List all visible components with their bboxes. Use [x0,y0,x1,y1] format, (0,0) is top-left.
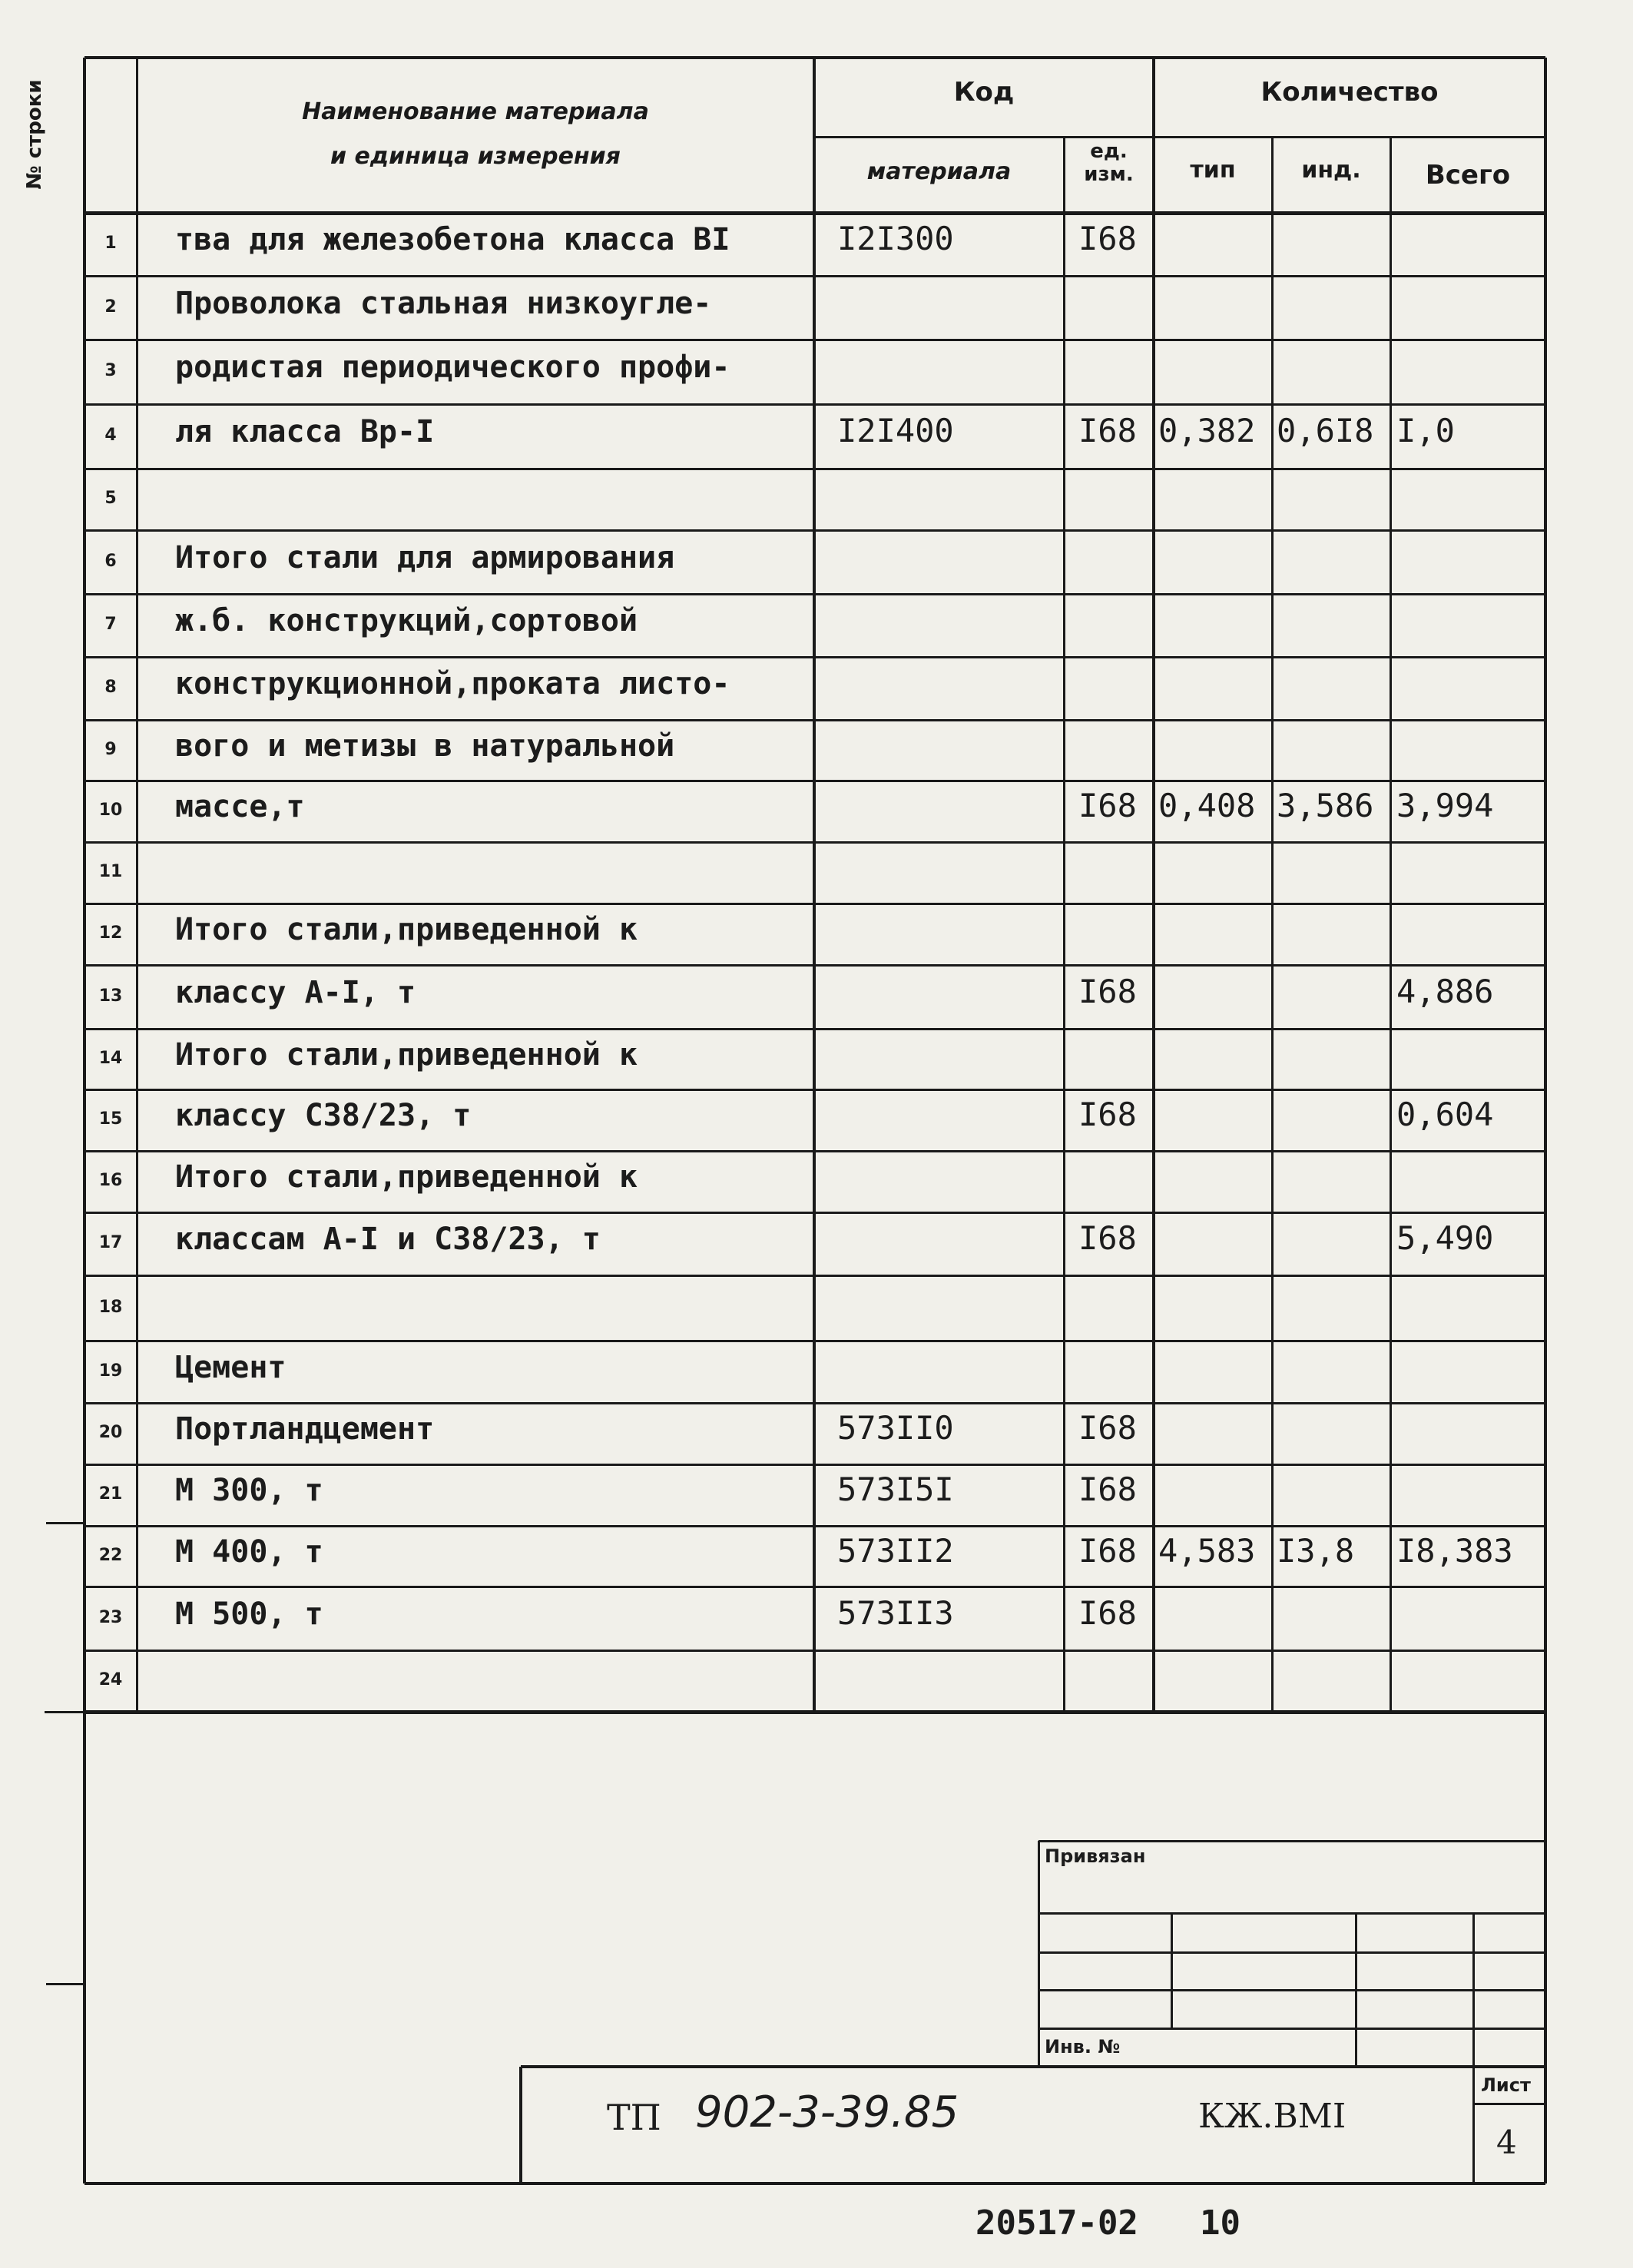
material-name: классу А-I, т [175,974,416,1010]
column-border [1063,137,1065,1712]
column-border [813,58,816,1712]
unit-code: I68 [1078,1593,1137,1632]
material-name: Итого стали,приведенной к [175,1159,638,1195]
table-right-border [1544,58,1547,1712]
frame-right-border [1544,1712,1547,2183]
row-number: 7 [104,615,117,634]
material-name: классу С38/23, т [175,1098,472,1133]
document-code: КЖ.ВМI [1198,2097,1346,2136]
row-number: 9 [104,739,117,759]
quantity-total: I8,383 [1396,1531,1513,1570]
stamp-rule [1355,1913,1357,2067]
material-name: тва для железобетона класса BI [175,222,730,257]
row-number: 10 [98,801,123,820]
row-number: 24 [98,1670,123,1689]
stamp-rule [1038,2028,1545,2030]
row-number: 22 [98,1545,123,1565]
unit-code: I68 [1078,1409,1137,1447]
stamp-rule [1038,1912,1545,1915]
quantity-type-header: тип [1190,157,1236,184]
unit-code: I68 [1078,1219,1137,1257]
row-number: 11 [98,862,123,881]
stamp-rule [1038,1840,1545,1842]
quantity-type: 0,382 [1158,412,1256,449]
margin-mark [46,1983,84,1985]
material-code: I2I400 [837,412,954,449]
title-block-border [521,2065,1545,2068]
sheet-cell-border [1473,2103,1545,2105]
tp-label: ТП [607,2097,661,2138]
margin-mark [45,1711,84,1713]
quantity-type: 0,408 [1158,787,1256,824]
page-number: 10 [1200,2203,1240,2243]
row-number: 2 [104,297,117,317]
material-name: ля класса Вр-I [175,414,435,449]
quantity-ind: I3,8 [1277,1531,1355,1570]
row-number: 4 [104,426,117,445]
row-number: 20 [98,1423,123,1442]
row-number: 5 [104,489,117,508]
row-number: 13 [98,986,123,1006]
header-divider [814,136,1545,138]
material-name: классам А-I и С38/23, т [175,1222,601,1257]
unit-code: I68 [1078,220,1137,257]
material-name: Портландцемент [175,1411,435,1447]
material-name: массе,т [175,789,305,824]
code-unit-header: ед. изм. [1084,140,1134,186]
quantity-total: 4,886 [1396,972,1494,1010]
name-header-line2: и единица измерения [330,143,621,170]
frame-bottom-border [84,2182,1545,2185]
material-name: Цемент [175,1349,287,1385]
linked-label: Привязан [1045,1845,1146,1867]
row-number: 1 [104,234,117,253]
quantity-ind-header: инд. [1301,157,1361,184]
frame-left-border [83,1712,86,2183]
quantity-type: 4,583 [1158,1531,1256,1570]
material-name: ж.б. конструкций,сортовой [175,603,638,638]
material-name: Итого стали для армирования [175,539,675,575]
unit-code: I68 [1078,412,1137,449]
sheet-cell-border [1472,2067,1475,2183]
column-border [1390,137,1392,1712]
column-border [1152,58,1155,1712]
quantity-total: 5,490 [1396,1219,1494,1257]
stamp-rule [1038,1951,1545,1954]
material-code: 573II2 [837,1531,954,1570]
row-number: 17 [98,1233,123,1252]
material-code: I2I300 [837,220,954,257]
column-border [1271,137,1274,1712]
sheet-number: 4 [1496,2124,1517,2161]
inventory-number-label: Инв. № [1045,2036,1121,2057]
quantity-total: 0,604 [1396,1096,1494,1133]
material-name: М 400, т [175,1534,323,1570]
quantity-group-header: Количество [1260,77,1439,108]
material-name: родистая периодического профи- [175,350,730,385]
material-name: М 500, т [175,1596,323,1632]
row-number: 6 [104,551,117,571]
name-header-line1: Наименование материала [302,98,649,125]
stamp-rule [1171,1913,1173,2028]
unit-code: I68 [1078,787,1137,824]
material-code: 573II0 [837,1409,954,1447]
margin-mark [46,1522,84,1524]
sheet-label: Лист [1481,2074,1531,2096]
material-name: конструкционной,проката листо- [175,666,730,701]
row-number: 21 [98,1484,123,1504]
row-number: 19 [98,1361,123,1381]
unit-code: I68 [1078,1471,1137,1508]
material-name: Проволока стальная низкоугле- [175,285,712,321]
code-material-header: материала [866,158,1012,185]
project-number: 902-3-39.85 [695,2087,959,2137]
row-number: 8 [104,678,117,697]
quantity-total-header: Всего [1425,160,1511,191]
title-block-border [519,2067,522,2183]
quantity-ind: 3,586 [1277,787,1374,824]
row-number: 16 [98,1171,123,1190]
row-number: 3 [104,361,117,380]
row-number: 12 [98,923,123,943]
material-code: 573I5I [837,1471,954,1508]
row-number: 23 [98,1607,123,1627]
material-name: М 300, т [175,1473,323,1508]
material-name: Итого стали,приведенной к [175,1036,638,1073]
stamp-rule [1038,1989,1545,1991]
material-name: Итого стали,приведенной к [175,912,638,947]
quantity-total: 3,994 [1396,787,1494,824]
code-group-header: Код [953,77,1015,108]
order-number: 20517-02 [975,2203,1138,2243]
unit-code: I68 [1078,1531,1137,1570]
quantity-total: I,0 [1396,412,1455,449]
quantity-ind: 0,6I8 [1277,412,1374,449]
material-name: вого и метизы в натуральной [175,728,675,764]
stamp-rule [1472,1913,1475,2067]
row-number: 18 [98,1297,123,1317]
unit-code: I68 [1078,972,1137,1010]
stamp-rule [1038,1841,1040,2067]
row-number-header: № строки [23,79,46,190]
row-number: 15 [98,1109,123,1129]
unit-code: I68 [1078,1096,1137,1133]
row-number: 14 [98,1048,123,1068]
material-code: 573II3 [837,1593,954,1632]
